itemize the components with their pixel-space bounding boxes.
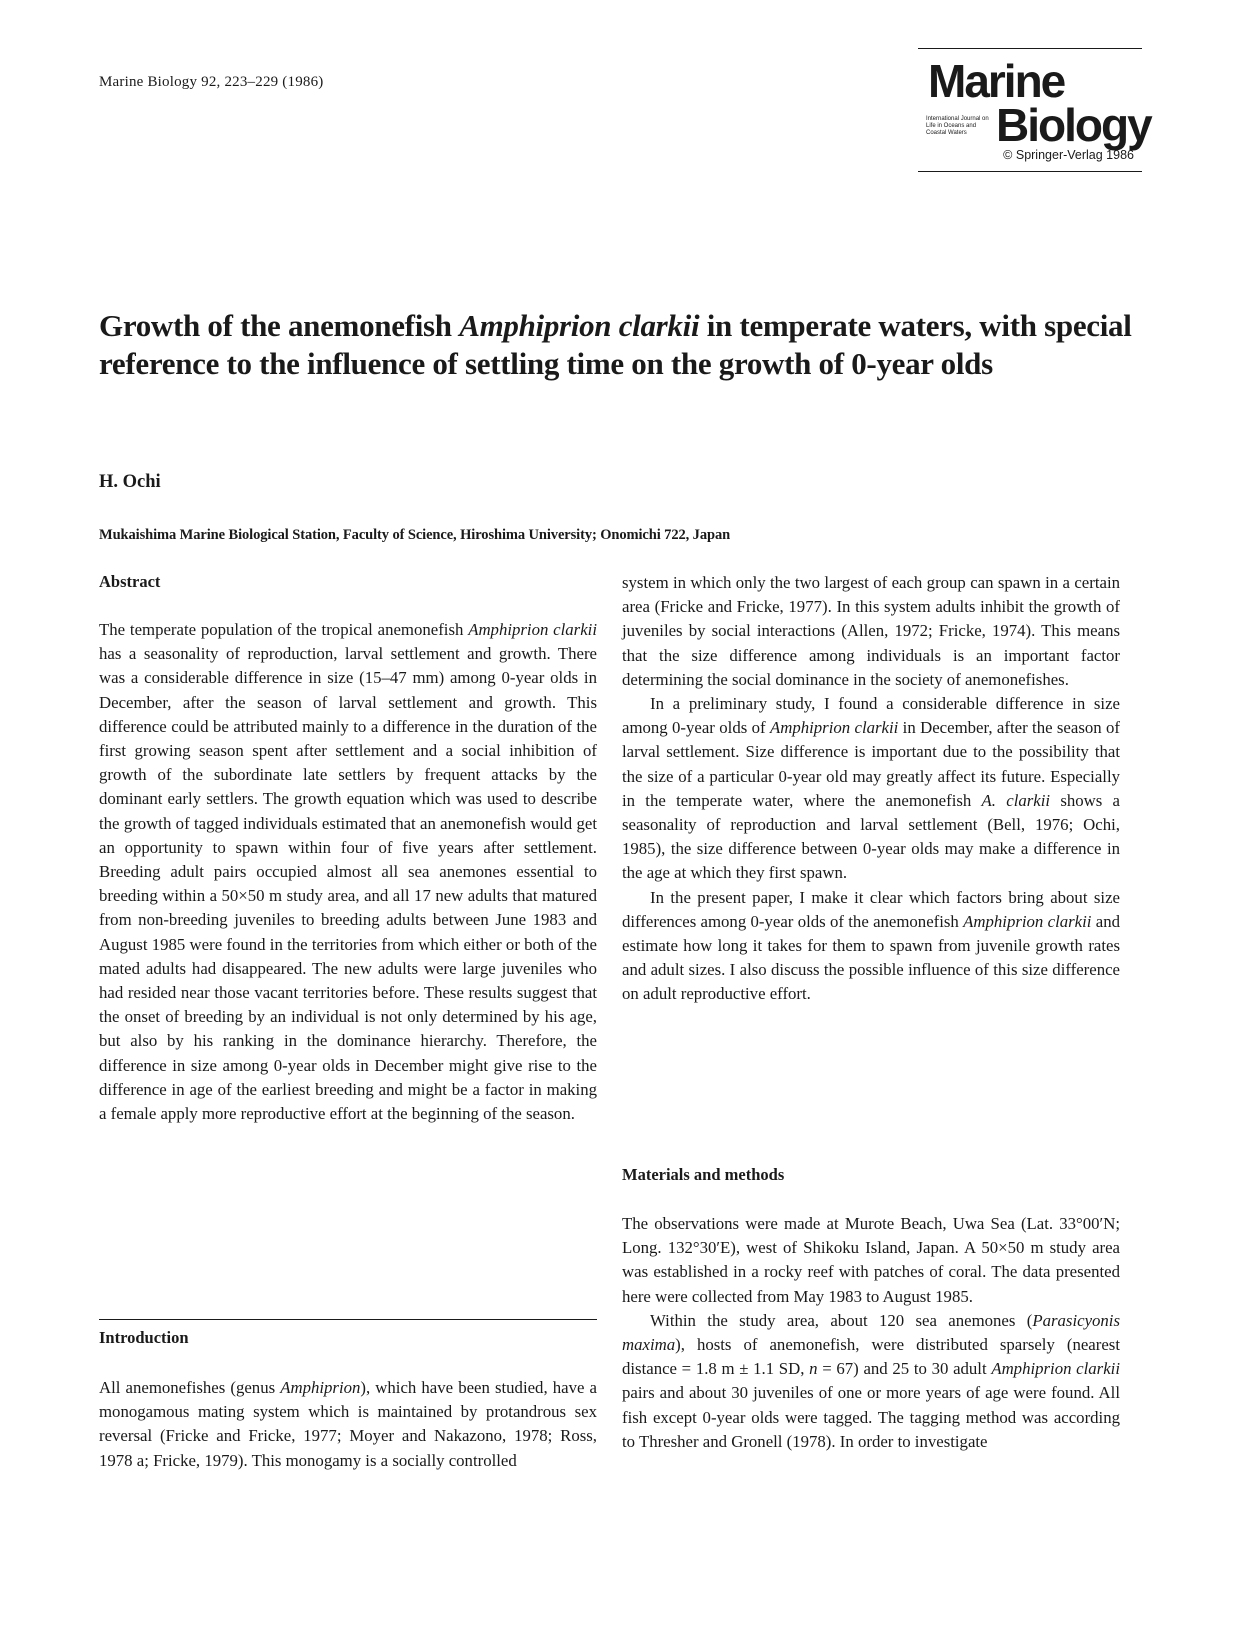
intro-p1-text-2: ), which have been studied, have a monogamous mating system which is maintained by protandrous sex reversal (Fricke and Fricke, 1977; Moyer and Nakazono, 1978; Ross, 1978 a; Fricke, 1979). This monogamy is a socially controlled [99, 1378, 597, 1470]
title-part-1: Growth of the anemonefish [99, 308, 460, 343]
intro-p1-text-1: All anemonefishes (genus [99, 1378, 281, 1397]
logo-marine-word: Marine [928, 55, 1065, 107]
methods-p2-species: Amphiprion clarkii [991, 1359, 1120, 1379]
logo-rule-bottom [918, 171, 1142, 172]
abstract-body [99, 618, 597, 1126]
methods-p2-text-1: Within the study area, about 120 sea anemones ( [650, 1310, 1033, 1330]
abstract-paragraph [99, 618, 597, 1126]
intro-p2-text-2: in December, after the season of larval settlement. Size difference is important due to the possibility that the size of a particular 0-year old may greatly affect its future. Especially in the temperate water, where the anemonefish [622, 718, 1120, 810]
methods-paragraph-1: The observations were made at Murote Beach, Uwa Sea (Lat. 33°00′N; Long. 132°30′E), west of Shikoku Island, Japan. A 50×50 m study area was established in a rocky reef with patches of coral. The data presented here were collected from May 1983 to August 1985. [622, 1214, 1120, 1306]
methods-p2-host-species: Parasicyonis maxima [622, 1310, 1120, 1355]
methods-p2-text-4: pairs and about 30 juveniles of one or more years of age were found. All fish except 0-year olds were tagged. The tagging method was according to Thresher and Gronell (1978). In order to investigate [622, 1383, 1120, 1451]
intro-p2-text-1: In a preliminary study, I found a considerable difference in size among 0-year olds of [622, 694, 1120, 738]
logo-biology-word: Biology [996, 99, 1151, 151]
abstract-species: Amphiprion clarkii [468, 620, 597, 639]
intro-p3-text-1: In the present paper, I make it clear which factors bring about size differences among 0-year olds of the anemonefish [622, 887, 1120, 931]
methods-p2-text-3: = 67) and 25 to 30 adult [817, 1359, 992, 1379]
intro-paragraph-1-continued: system in which only the two largest of each group can spawn in a certain area (Fricke and Fricke, 1977). In this system adults inhibit the growth of juveniles by social interactions (Allen, 1972; Fricke, 1974). This means that the size difference among individuals is an important factor determining the social dominance in the society of anemonefishes. [622, 573, 1120, 689]
logo-tagline: International Journal on Life in Oceans and Coastal Waters [926, 116, 989, 136]
methods-paragraph-2 [622, 1309, 1120, 1454]
intro-p2-species-abbrev: A. clarkii [981, 790, 1051, 810]
logo-rule-top [918, 48, 1142, 49]
introduction-heading: Introduction [99, 1328, 189, 1347]
section-divider [99, 1319, 597, 1320]
intro-p1-genus: Amphiprion [280, 1378, 361, 1397]
methods-heading: Materials and methods [622, 1165, 785, 1184]
journal-citation: Marine Biology 92, 223–229 (1986) [99, 74, 324, 90]
introduction-body-right [622, 571, 1120, 1007]
introduction-body-left [99, 1376, 597, 1473]
methods-body [622, 1212, 1120, 1454]
copyright-notice: © Springer-Verlag 1986 [1003, 148, 1134, 162]
intro-p2-text-3: shows a seasonality of reproduction and larval settlement (Bell, 1976; Ochi, 1985), the size difference between 0-year olds may make a difference in the age at which they first spawn. [622, 790, 1120, 883]
intro-p2-species: Amphiprion clarkii [769, 718, 899, 738]
intro-p3-species: Amphiprion clarkii [963, 911, 1092, 931]
intro-paragraph-3 [622, 886, 1120, 1007]
intro-paragraph-2 [622, 692, 1120, 886]
title-part-2: in temperate waters, with special reference to the influence of settling time on the growth of 0-year olds [99, 308, 1132, 381]
abstract-text-1: The temperate population of the tropical anemonefish [99, 620, 469, 639]
methods-p2-n: n [809, 1359, 818, 1379]
journal-logo [918, 48, 1151, 174]
abstract-heading: Abstract [99, 572, 161, 591]
paper-title [99, 307, 1139, 383]
methods-p2-text-2: ), hosts of anemonefish, were distributed sparsely (nearest distance = 1.8 m ± 1.1 SD, [622, 1335, 1120, 1379]
author-affiliation: Mukaishima Marine Biological Station, Faculty of Science, Hiroshima University; Onomichi 722, Japan [99, 527, 731, 543]
intro-paragraph-1 [99, 1376, 597, 1473]
intro-p3-text-2: and estimate how long it takes for them to spawn from juvenile growth rates and adult sizes. I also discuss the possible influence of this size difference on adult reproductive effort. [622, 911, 1120, 1004]
title-species: Amphiprion clarkii [459, 308, 700, 343]
author-name: H. Ochi [99, 472, 161, 492]
abstract-text-2: has a seasonality of reproduction, larval settlement and growth. There was a considerable difference in size (15–47 mm) among 0-year olds in December, after the season of larval settlement and growth. This difference could be attributed mainly to a difference in the duration of the first growing season spent after settlement and a social inhibition of growth of the subordinate late settlers by frequent attacks by the dominant early settlers. The growth equation which was used to describe the growth of tagged individuals estimated that an anemonefish would get an opportunity to spawn within four of five years after settlement. Breeding adult pairs occupied almost all sea anemones essential to breeding within a 50×50 m study area, and all 17 new adults that matured from non-breeding juveniles to breeding adults between June 1983 and August 1985 were found in the territories from which either or both of the mated adults had disappeared. The new adults were large juveniles who had resided near those vacant territories before. These results suggest that the onset of breeding by an individual is not only determined by his age, but also by his ranking in the dominance hierarchy. Therefore, the difference in size among 0-year olds in December might give rise to the difference in age of the earliest breeding and might be a factor in making a female apply more reproductive effort at the beginning of the season. [99, 644, 597, 1124]
